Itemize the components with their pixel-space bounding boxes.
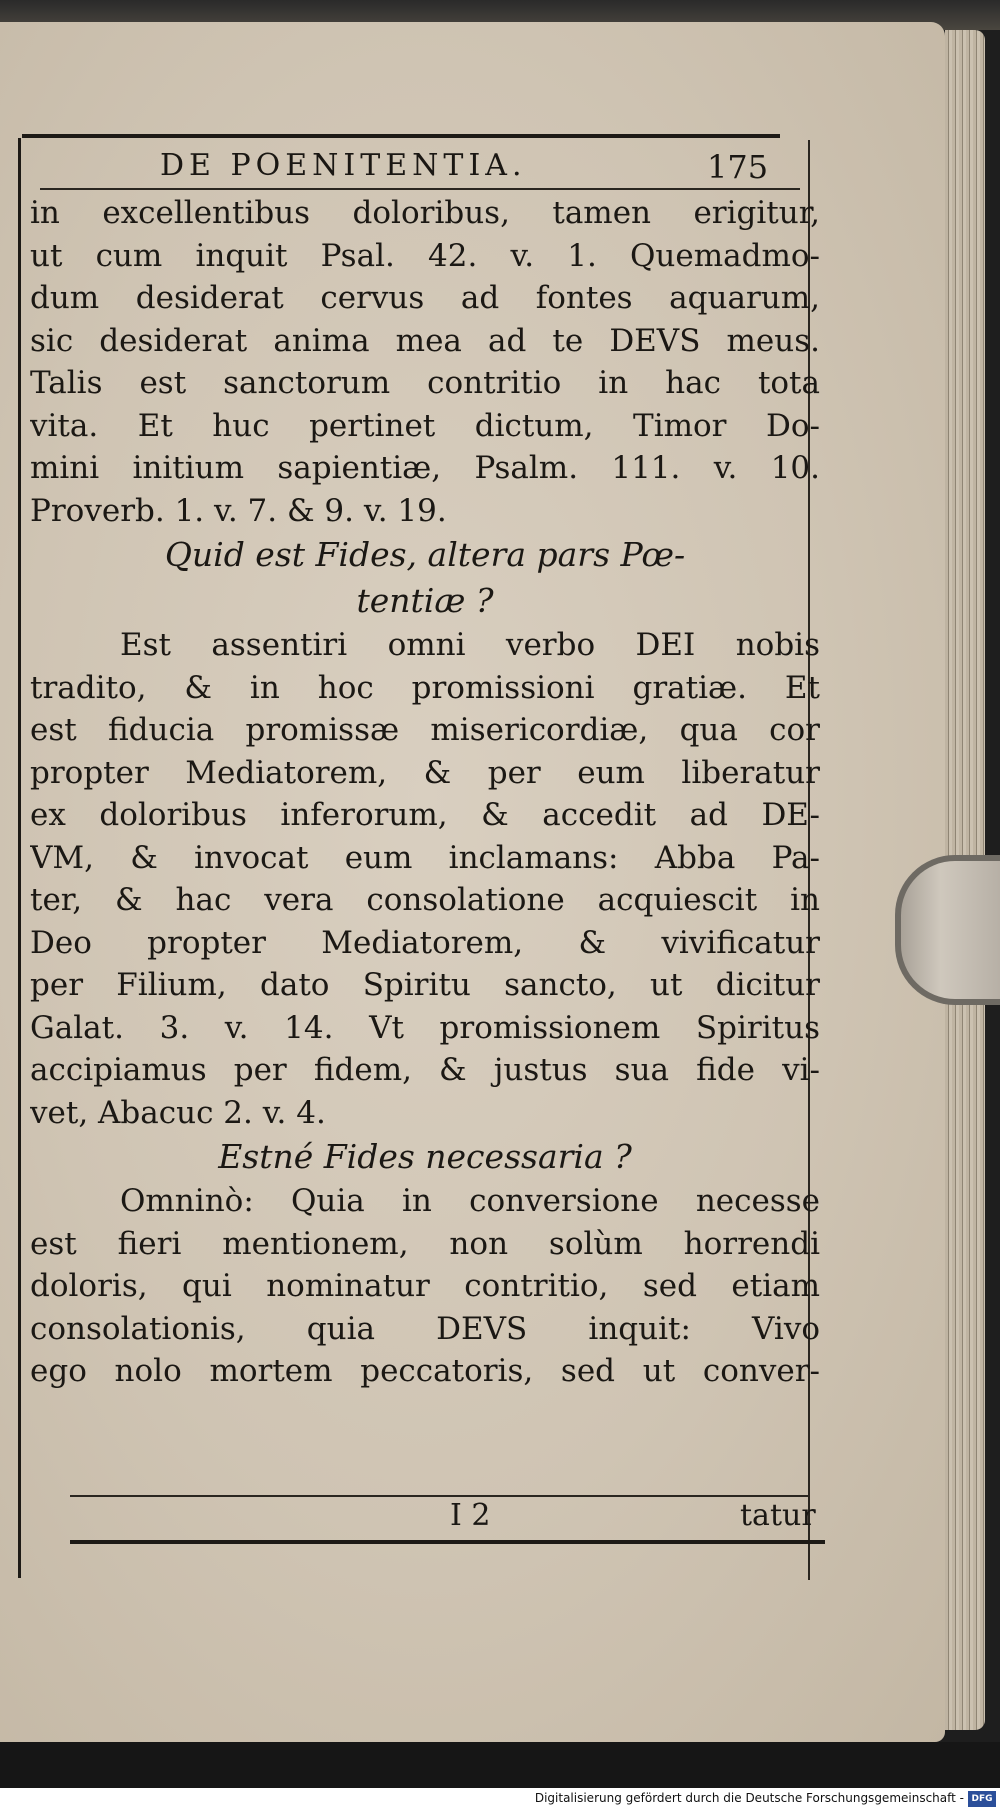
digitization-footer <box>0 1788 1000 1811</box>
dfg-logo: DFG <box>968 1791 996 1807</box>
text-line: Talis est sanctorum contritio in hac tota <box>30 365 820 401</box>
text-line: ter, & hac vera consolatione acquiescit in <box>30 882 820 918</box>
text-line: Deo propter Mediatorem, & vivificatur <box>30 924 820 961</box>
text-line: per Filium, dato Spiritu sancto, ut dicitur <box>30 967 820 1003</box>
footer-thin-rule <box>70 1495 810 1497</box>
text-line: accipiamus per fidem, & justus sua fide vi- <box>30 1052 820 1088</box>
body-text <box>30 192 820 1393</box>
footer-rule <box>70 1540 825 1544</box>
text-line: Proverb. 1. v. 7. & 9. v. 19. <box>30 492 447 529</box>
head-rule <box>40 188 800 190</box>
section-heading: Quid est Fides, altera pars Pœ- <box>164 535 686 574</box>
section-heading: Estné Fides necessaria ? <box>218 1137 632 1176</box>
text-line: vita. Et huc pertinet dictum, Timor Do- <box>30 407 820 444</box>
digitization-note: Digitalisierung gefördert durch die Deutsche Forschungsgemeinschaft - <box>534 1791 964 1805</box>
running-head-title: DE POENITENTIA. <box>160 148 527 183</box>
text-line: Omninò: Quia in conversione necesse <box>120 1183 820 1219</box>
text-line: tradito, & in hoc promissioni gratiæ. Et <box>30 669 820 706</box>
text-line: propter Mediatorem, & per eum liberatur <box>30 754 820 791</box>
text-line: mini initium sapientiæ, Psalm. 111. v. 10. <box>30 450 820 486</box>
text-line: est fiducia promissæ misericordiæ, qua cor <box>30 712 820 748</box>
text-line: vet, Abacuc 2. v. 4. <box>30 1094 326 1131</box>
page-number: 175 <box>707 148 769 186</box>
left-frame-rule <box>18 138 21 1578</box>
top-rule <box>22 134 780 138</box>
text-line: Est assentiri omni verbo DEI nobis <box>120 627 820 663</box>
section-heading: tentiæ ? <box>356 581 494 620</box>
text-line: dum desiderat cervus ad fontes aquarum, <box>30 280 820 316</box>
text-line: in excellentibus doloribus, tamen erigitur, <box>30 195 820 231</box>
text-line: est fieri mentionem, non solùm horrendi <box>30 1225 820 1262</box>
text-line: VM, & invocat eum inclamans: Abba Pa- <box>30 839 820 876</box>
signature-mark: I 2 <box>450 1498 491 1533</box>
book-clasp <box>895 855 1000 1005</box>
text-line: sic desiderat anima mea ad te DEVS meus. <box>30 322 820 359</box>
text-line: ego nolo mortem peccatoris, sed ut conver- <box>30 1353 820 1389</box>
scan-bottom-band <box>0 1742 1000 1788</box>
text-line: doloris, qui nominatur contritio, sed etiam <box>30 1268 820 1304</box>
text-line: ut cum inquit Psal. 42. v. 1. Quemadmo- <box>30 237 820 274</box>
text-line: Galat. 3. v. 14. Vt promissionem Spiritus <box>30 1009 820 1046</box>
text-line: consolationis, quia DEVS inquit: Vivo <box>30 1310 820 1347</box>
catchword: tatur <box>740 1498 816 1533</box>
text-line: ex doloribus inferorum, & accedit ad DE- <box>30 797 820 833</box>
